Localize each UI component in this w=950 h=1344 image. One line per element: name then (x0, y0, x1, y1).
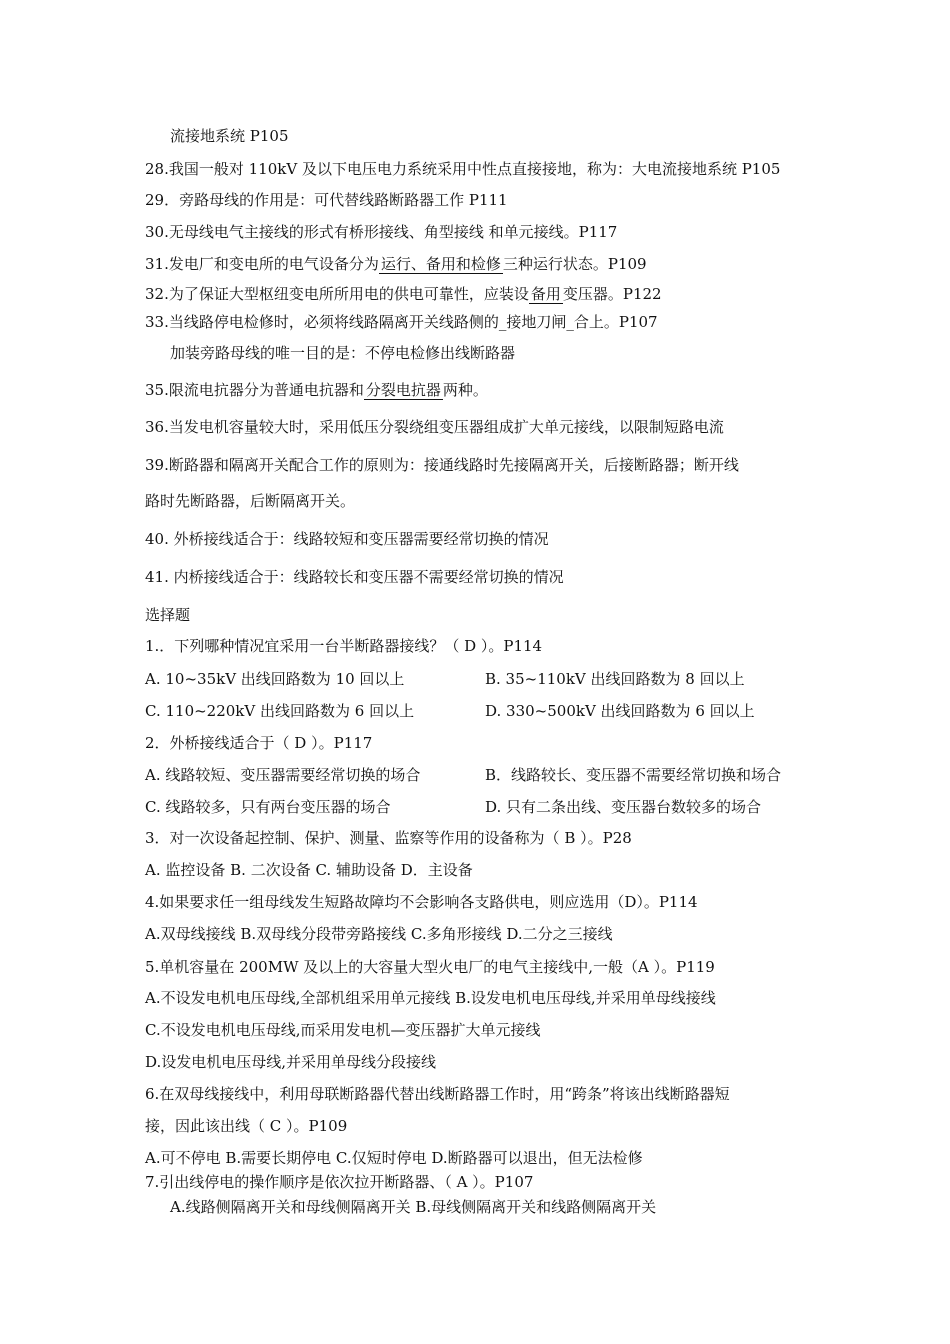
text-run: 三种运行状态。P109 (502, 255, 647, 273)
question-stem: 1.．下列哪种情况宜采用一台半断路器接线？（ D ）。P114 (145, 637, 543, 655)
option-row (145, 669, 745, 689)
option: A. 线路较短、变压器需要经常切换的场合 (145, 766, 421, 784)
underlined-answer: 分裂电抗器 (365, 381, 441, 399)
question-stem: 2．外桥接线适合于（ D ）。P117 (145, 734, 373, 752)
text-line: 29．旁路母线的作用是：可代替线路断路器工作 P111 (145, 191, 508, 209)
question-stem: 6.在双母线接线中，利用母联断路器代替出线断路器工作时，用“跨条”将该出线断路器短 (145, 1085, 730, 1103)
option-row (145, 765, 782, 785)
option: B．线路较长、变压器不需要经常切换和场合 (485, 766, 782, 784)
text-line: 36.当发电机容量较大时，采用低压分裂绕组变压器组成扩大单元接线，以限制短路电流 (145, 418, 724, 436)
option: B. 35~110kV 出线回路数为 8 回以上 (485, 670, 745, 688)
option-row: A.双母线接线 B.双母线分段带旁路接线 C.多角形接线 D.二分之三接线 (145, 925, 613, 943)
option-row: C.不设发电机电压母线,而采用发电机—变压器扩大单元接线 (145, 1021, 541, 1039)
question-stem: 5.单机容量在 200MW 及以上的大容量大型火电厂的电气主接线中,一般（A ）。P119 (145, 958, 715, 976)
text-line (145, 284, 662, 304)
text-line: 流接地系统 P105 (170, 127, 289, 145)
text-line (145, 254, 647, 274)
option: C. 线路较多，只有两台变压器的场合 (145, 798, 391, 816)
text-line: 39.断路器和隔离开关配合工作的原则为：接通线路时先接隔离开关，后接断路器；断开线 (145, 456, 739, 474)
option: D. 330~500kV 出线回路数为 6 回以上 (485, 702, 755, 720)
option-row: A.不设发电机电压母线,全部机组采用单元接线 B.设发电机电压母线,并采用单母线接线 (145, 989, 716, 1007)
question-stem: 4.如果要求任一组母线发生短路故障均不会影响各支路供电，则应选用（D）。P114 (145, 893, 698, 911)
text-line: 33.当线路停电检修时，必须将线路隔离开关线路侧的_接地刀闸_合上。P107 (145, 313, 658, 331)
text-run: 31.发电厂和变电所的电气设备分为 (145, 255, 379, 273)
underlined-answer: 备用 (530, 285, 561, 303)
option: A. 10~35kV 出线回路数为 10 回以上 (145, 670, 405, 688)
text-line (145, 380, 488, 400)
text-run: 两种。 (442, 381, 488, 399)
option-row: D.设发电机电压母线,并采用单母线分段接线 (145, 1053, 437, 1071)
text-line: 加装旁路母线的唯一目的是：不停电检修出线断路器 (170, 344, 516, 362)
text-line: 30.无母线电气主接线的形式有桥形接线、角型接线 和单元接线。P117 (145, 223, 618, 241)
text-run: 35.限流电抗器分为普通电抗器和 (145, 381, 364, 399)
option: D. 只有二条出线、变压器台数较多的场合 (485, 798, 762, 816)
text-run: 32.为了保证大型枢纽变电所所用电的供电可靠性，应装设 (145, 285, 529, 303)
text-line: 40. 外桥接线适合于：线路较短和变压器需要经常切换的情况 (145, 530, 549, 548)
question-stem: 3．对一次设备起控制、保护、测量、监察等作用的设备称为（ B ）。P28 (145, 829, 632, 847)
text-run: 变压器。P122 (562, 285, 662, 303)
question-stem: 7.引出线停电的操作顺序是依次拉开断路器、（ A ）。P107 (145, 1173, 534, 1191)
text-line: 路时先断路器，后断隔离开关。 (145, 492, 356, 510)
section-heading: 选择题 (145, 606, 191, 624)
text-line: 41. 内桥接线适合于：线路较长和变压器不需要经常切换的情况 (145, 568, 564, 586)
question-stem: 接，因此该出线（ C ）。P109 (145, 1117, 348, 1135)
option-row: A. 监控设备 B. 二次设备 C. 辅助设备 D．主设备 (145, 861, 473, 879)
option: C. 110~220kV 出线回路数为 6 回以上 (145, 702, 415, 720)
underlined-answer: 运行、备用和检修 (380, 255, 501, 273)
option-row (145, 797, 762, 817)
option-row (145, 701, 755, 721)
option-row: A.可不停电 B.需要长期停电 C.仅短时停电 D.断路器可以退出，但无法检修 (145, 1149, 643, 1167)
text-line: 28.我国一般对 110kV 及以下电压电力系统采用中性点直接接地，称为：大电流接地系统 P105 (145, 160, 781, 178)
option-row: A.线路侧隔离开关和母线侧隔离开关 B.母线侧隔离开关和线路侧隔离开关 (170, 1198, 657, 1216)
